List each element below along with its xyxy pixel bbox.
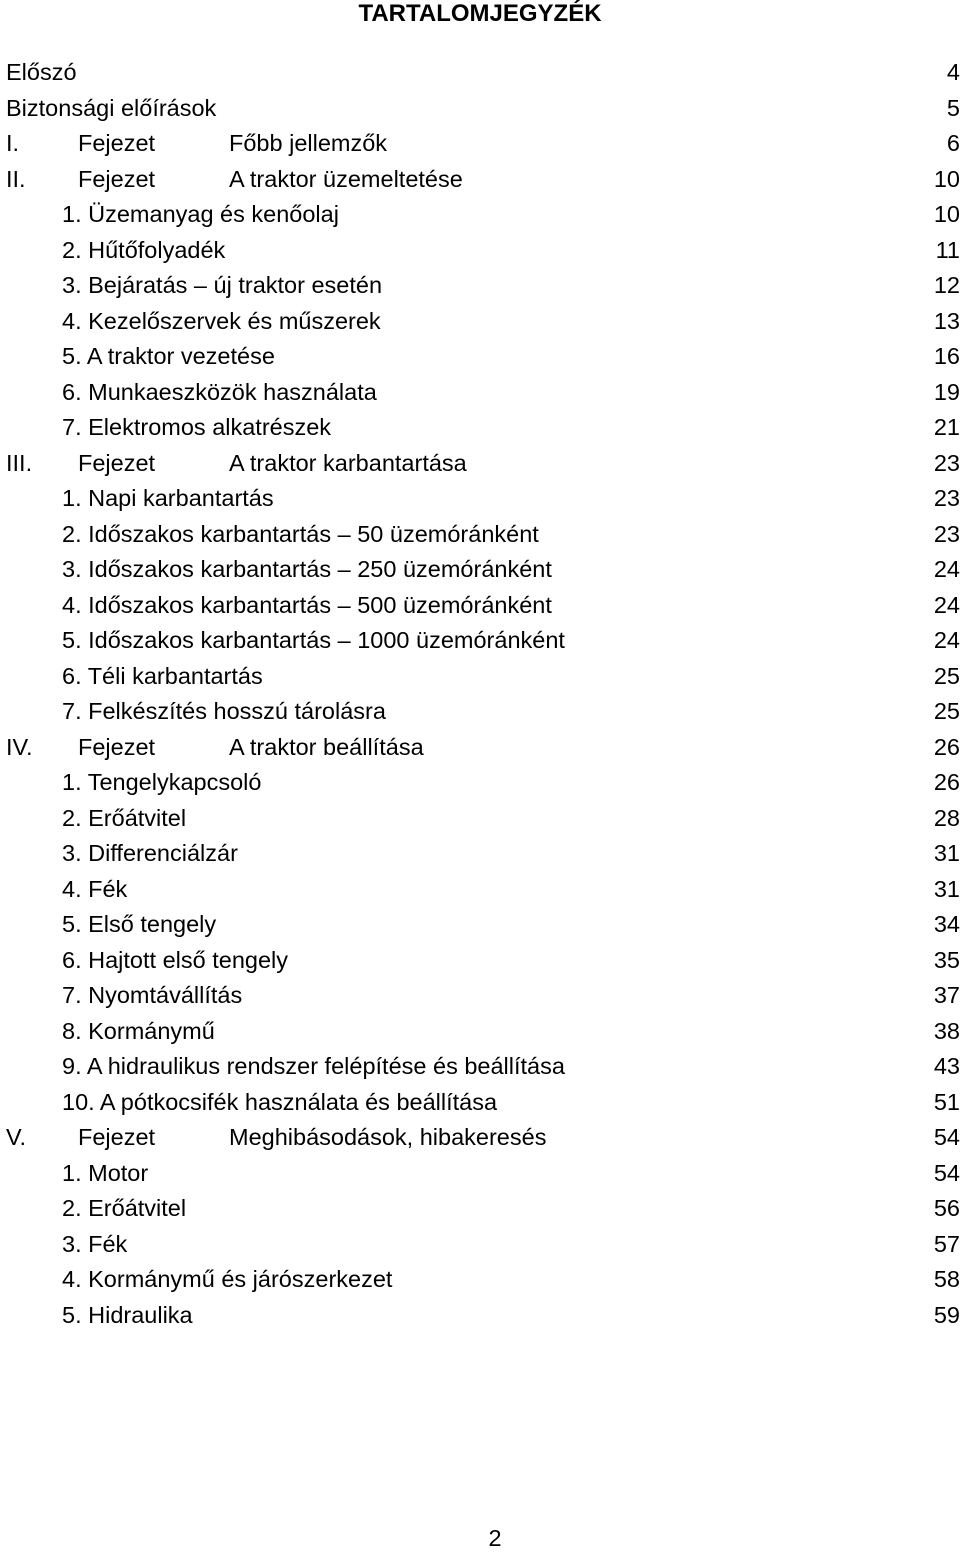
section-title: 7. Elektromos alkatrészek <box>62 414 332 440</box>
section-title: 2. Időszakos karbantartás – 50 üzemóránként <box>62 520 539 547</box>
toc-entry-section <box>0 197 960 233</box>
section-title: 6. Munkaeszközök használata <box>62 378 377 405</box>
chapter-label: Fejezet <box>78 130 156 156</box>
toc-page-number: 23 <box>933 485 960 511</box>
toc-page-number: 13 <box>933 307 960 334</box>
toc-page-number: 23 <box>933 449 960 476</box>
section-title: 7. Felkészítés hosszú tárolásra <box>62 698 386 724</box>
toc-entry-section <box>0 801 960 837</box>
toc-page-number: 10 <box>933 165 960 192</box>
section-title: 1. Napi karbantartás <box>62 485 274 511</box>
toc-page-number: 58 <box>933 1266 960 1292</box>
toc-page-number: 11 <box>935 236 960 263</box>
toc-entry-section <box>0 836 960 872</box>
chapter-title: A traktor beállítása <box>229 733 424 760</box>
toc-page-number: 10 <box>933 201 960 227</box>
toc-entry-section <box>0 694 960 730</box>
toc-entry-title: Előszó <box>6 59 77 85</box>
toc-page-number: 12 <box>933 272 960 298</box>
toc-entry-section <box>0 1014 960 1050</box>
toc-entry-section <box>0 943 960 979</box>
toc-page-number: 26 <box>933 733 960 760</box>
section-title: 3. Differenciálzár <box>62 840 238 866</box>
section-title: 4. Időszakos karbantartás – 500 üzemóránként <box>62 591 552 618</box>
toc-page-number: 25 <box>933 662 960 689</box>
section-title: 9. A hidraulikus rendszer felépítése és beállítása <box>62 1053 565 1079</box>
toc-entry-section <box>0 623 960 659</box>
chapter-number: III. <box>6 449 33 476</box>
toc-page-number: 38 <box>933 1017 960 1044</box>
toc-page-number: 56 <box>933 1195 960 1221</box>
toc-page-number: 5 <box>946 94 960 121</box>
chapter-number: V. <box>6 1124 27 1150</box>
toc-entry-section <box>0 268 960 304</box>
section-title: 5. Hidraulika <box>62 1301 193 1328</box>
toc-entry-section <box>0 659 960 695</box>
toc-page-number: 24 <box>933 556 960 582</box>
section-title: 10. A pótkocsifék használata és beállítása <box>62 1088 498 1115</box>
section-title: 5. A traktor vezetése <box>62 343 275 369</box>
toc-entry-plain <box>0 55 960 91</box>
section-title: 5. Első tengely <box>62 911 217 937</box>
section-title: 2. Erőátvitel <box>62 1195 187 1221</box>
toc-page-number: 4 <box>946 59 960 85</box>
toc-page-number: 51 <box>933 1088 960 1115</box>
toc-entry-section <box>0 978 960 1014</box>
toc-page-number: 28 <box>933 804 960 831</box>
toc-entry-section <box>0 481 960 517</box>
section-title: 6. Hajtott első tengely <box>62 946 288 973</box>
toc-entry-section <box>0 1298 960 1334</box>
toc-entry-title: Biztonsági előírások <box>6 94 217 121</box>
toc-entry-chapter <box>0 126 960 162</box>
section-title: 2. Erőátvitel <box>62 804 187 831</box>
section-title: 3. Fék <box>62 1230 128 1257</box>
toc-page-number: 54 <box>933 1124 960 1150</box>
toc-page-number: 24 <box>933 591 960 618</box>
toc-page-number: 19 <box>933 378 960 405</box>
section-title: 6. Téli karbantartás <box>62 662 263 689</box>
toc-entry-section <box>0 375 960 411</box>
toc-page-number: 6 <box>946 130 960 156</box>
toc-entry-section <box>0 1262 960 1298</box>
toc-entry-section <box>0 1227 960 1263</box>
section-title: 2. Hűtőfolyadék <box>62 236 226 263</box>
section-title: 5. Időszakos karbantartás – 1000 üzemóránként <box>62 627 565 653</box>
section-title: 3. Időszakos karbantartás – 250 üzemóránként <box>62 556 552 582</box>
toc-page-number: 31 <box>933 875 960 902</box>
table-of-contents <box>0 55 960 1333</box>
chapter-label: Fejezet <box>78 1124 156 1150</box>
section-title: 4. Kezelőszervek és műszerek <box>62 307 381 334</box>
section-title: 8. Kormánymű <box>62 1017 215 1044</box>
chapter-label: Fejezet <box>78 449 156 476</box>
toc-page-number: 35 <box>933 946 960 973</box>
toc-entry-chapter <box>0 446 960 482</box>
chapter-number: I. <box>6 130 20 156</box>
section-title: 4. Fék <box>62 875 128 902</box>
toc-entry-chapter <box>0 1120 960 1156</box>
toc-page-number: 43 <box>933 1053 960 1079</box>
toc-entry-section <box>0 1191 960 1227</box>
page-number: 2 <box>488 1525 502 1551</box>
toc-entry-section <box>0 872 960 908</box>
toc-entry-section <box>0 517 960 553</box>
toc-page-number: 31 <box>933 840 960 866</box>
toc-entry-section <box>0 1156 960 1192</box>
section-title: 4. Kormánymű és járószerkezet <box>62 1266 393 1292</box>
toc-entry-section <box>0 410 960 446</box>
toc-entry-section <box>0 1049 960 1085</box>
chapter-number: II. <box>6 165 26 192</box>
chapter-number: IV. <box>6 733 33 760</box>
toc-page-number: 26 <box>933 769 960 795</box>
toc-entry-section <box>0 907 960 943</box>
section-title: 1. Motor <box>62 1159 149 1186</box>
toc-entry-section <box>0 304 960 340</box>
toc-entry-chapter <box>0 162 960 198</box>
toc-entry-section <box>0 552 960 588</box>
toc-entry-section <box>0 339 960 375</box>
section-title: 3. Bejáratás – új traktor esetén <box>62 272 383 298</box>
chapter-title: A traktor karbantartása <box>229 449 467 476</box>
toc-page-number: 37 <box>933 982 960 1008</box>
toc-page-number: 25 <box>933 698 960 724</box>
toc-page-number: 23 <box>933 520 960 547</box>
section-title: 7. Nyomtávállítás <box>62 982 243 1008</box>
toc-page-number: 54 <box>933 1159 960 1186</box>
toc-page-number: 59 <box>933 1301 960 1328</box>
toc-entry-section <box>0 588 960 624</box>
toc-page-number: 34 <box>933 911 960 937</box>
toc-page-number: 21 <box>933 414 960 440</box>
section-title: 1. Tengelykapcsoló <box>62 769 262 795</box>
toc-page-number: 16 <box>933 343 960 369</box>
page-title: TARTALOMJEGYZÉK <box>358 0 602 27</box>
toc-entry-section <box>0 1085 960 1121</box>
toc-entry-plain <box>0 91 960 127</box>
toc-entry-chapter <box>0 730 960 766</box>
toc-entry-section <box>0 765 960 801</box>
chapter-label: Fejezet <box>78 733 156 760</box>
chapter-label: Fejezet <box>78 165 156 192</box>
chapter-title: A traktor üzemeltetése <box>229 165 463 192</box>
chapter-title: Főbb jellemzők <box>229 130 388 156</box>
toc-page-number: 57 <box>933 1230 960 1257</box>
chapter-title: Meghibásodások, hibakeresés <box>229 1124 547 1150</box>
toc-page-number: 24 <box>933 627 960 653</box>
section-title: 1. Üzemanyag és kenőolaj <box>62 201 339 227</box>
toc-entry-section <box>0 233 960 269</box>
